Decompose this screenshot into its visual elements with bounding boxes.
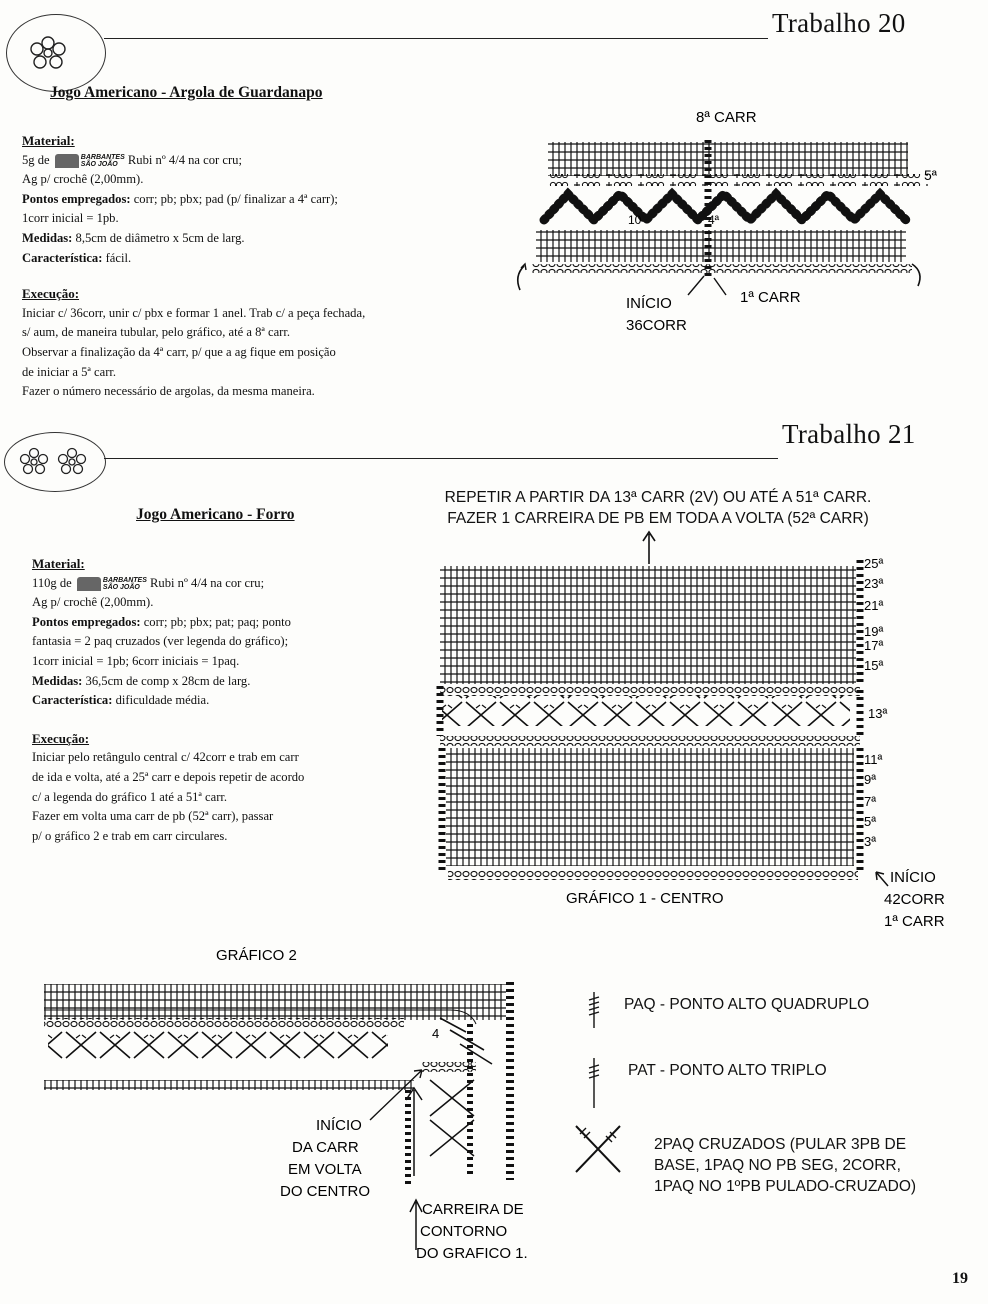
header-title-21: Trabalho 21 — [782, 419, 916, 449]
row-label: 19ª — [864, 624, 884, 639]
graph2-contour-3: DO GRAFICO 1. — [416, 1245, 528, 1262]
diagram20-row1-label: 1ª CARR — [740, 289, 801, 306]
graph2-caption: GRÁFICO 2 — [216, 947, 297, 964]
exec-line: s/ aum, de maneira tubular, pelo gráfico, até a 8ª carr. — [22, 325, 291, 340]
material-label: Material: — [32, 556, 85, 571]
exec-line: Iniciar pelo retângulo central c/ 42corr e trab em carr — [32, 750, 299, 765]
graph2-contour-2: CONTORNO — [420, 1223, 508, 1240]
header-rule-21 — [104, 458, 778, 459]
row-label: 17ª — [864, 638, 884, 653]
graph2-start-2: DA CARR — [292, 1139, 359, 1156]
material-needle: Ag p/ crochê (2,00mm). — [22, 172, 144, 187]
flower-icon — [28, 36, 68, 70]
brand-logo-text: BARBANTES SÃO JOÃO — [80, 153, 125, 168]
row-label: 21ª — [864, 598, 884, 613]
material-amount: 5g de — [22, 152, 50, 167]
material-line — [22, 151, 502, 171]
exec-line: c/ a legenda do gráfico 1 até a 51ª carr. — [32, 789, 228, 804]
exec-line: de iniciar a 5ª carr. — [22, 364, 117, 379]
exec-label: Execução: — [22, 286, 80, 302]
material-needle: Ag p/ crochê (2,00mm). — [32, 595, 154, 610]
brand-logo-icon — [77, 577, 101, 591]
row-label: 23ª — [864, 576, 884, 591]
header-rule-20 — [104, 38, 768, 39]
row-label: 11ª — [864, 752, 883, 767]
brand-logo-icon — [55, 154, 79, 168]
exec-line: Fazer em volta uma carr de pb (52ª carr), passar — [32, 809, 274, 824]
pat-symbol-icon — [586, 1058, 602, 1108]
points-line-2: fantasia = 2 paq cruzados (ver legenda do gráfico); — [32, 634, 289, 649]
row-label: 9ª — [864, 772, 877, 787]
header-title-20: Trabalho 20 — [772, 8, 906, 38]
exec-line: Fazer o número necessário de argolas, da mesma maneira. — [22, 384, 315, 399]
work20-title: Jogo Americano - Argola de Guardanapo — [50, 84, 323, 101]
material-yarn: Rubi nº 4/4 na cor cru; — [150, 575, 265, 590]
material-yarn: Rubi nº 4/4 na cor cru; — [127, 152, 242, 167]
exec-line: Observar a finalização da 4ª carr, p/ que a ag fique em posição — [22, 344, 336, 359]
work20-diagram — [508, 100, 978, 340]
exec-line: de ida e volta, até a 25ª carr e depois repetir de acordo — [32, 769, 305, 784]
paq-symbol-icon — [586, 992, 602, 1028]
legend-crossed — [654, 1134, 916, 1197]
exec-line: Iniciar c/ 36corr, unir c/ pbx e formar 1 anel. Trab c/ a peça fechada, — [22, 305, 366, 320]
graph1-start-2: 42CORR — [884, 891, 945, 908]
exec-line: p/ o gráfico 2 e trab em carr circulares. — [32, 828, 228, 843]
flowers-icon — [18, 447, 98, 477]
graph1-diagram — [430, 550, 970, 940]
graph2-start-1: INÍCIO — [316, 1117, 362, 1134]
brand-logo-text: BARBANTES SÃO JOÃO — [102, 576, 147, 591]
diagram20-start-label: INÍCIO — [626, 295, 672, 312]
graph1-caption: GRÁFICO 1 - CENTRO — [566, 890, 724, 907]
graph2-start-3: EM VOLTA — [288, 1161, 362, 1178]
material-line — [32, 574, 452, 594]
measures-line: Medidas: 36,5cm de comp x 28cm de larg. — [32, 673, 251, 688]
diagram20-start-sub: 36CORR — [626, 317, 687, 334]
points-line: Pontos empregados: corr; pb; pbx; pad (p/ finalizar a 4ª carr); — [22, 191, 338, 206]
row-label: 7ª — [864, 794, 877, 809]
row-label: 13ª — [868, 706, 888, 721]
legend-paq: PAQ - PONTO ALTO QUADRUPLO — [624, 996, 870, 1013]
legend-pat: PAT - PONTO ALTO TRIPLO — [628, 1062, 827, 1079]
exec-label: Execução: — [32, 730, 90, 746]
measures-line: Medidas: 8,5cm de diâmetro x 5cm de larg. — [22, 230, 245, 245]
graph2-num: 4 — [432, 1026, 440, 1041]
graph2-start-4: DO CENTRO — [280, 1183, 370, 1200]
page-number: 19 — [952, 1270, 968, 1287]
work20-body — [22, 131, 502, 402]
initial-line: 1corr inicial = 1pb. — [22, 211, 119, 226]
initial-line: 1corr inicial = 1pb; 6corr iniciais = 1paq. — [32, 653, 240, 668]
diagram20-right-label: 5ª — [924, 167, 937, 183]
graph2-contour-1: CARREIRA DE — [422, 1201, 524, 1218]
repeat-note-line-2: FAZER 1 CARREIRA DE PB EM TODA A VOLTA (52ª CARR) — [447, 510, 869, 527]
row-label: 25ª — [864, 556, 884, 571]
feature-line: Característica: fácil. — [22, 250, 132, 265]
work21-title: Jogo Americano - Forro — [136, 506, 295, 523]
legend-crossed-line: BASE, 1PAQ NO PB SEG, 2CORR, — [654, 1157, 901, 1174]
row-label: 15ª — [864, 658, 884, 673]
graph2-diagram — [30, 940, 550, 1270]
diagram20-num-4: 4ª — [708, 213, 720, 227]
repeat-note — [398, 487, 918, 529]
points-line: Pontos empregados: corr; pb; pbx; pat; paq; ponto — [32, 614, 291, 629]
graph1-row-labels — [864, 556, 887, 849]
graph1-start-1: INÍCIO — [890, 869, 936, 886]
row-label: 5ª — [864, 814, 877, 829]
diagram20-num-10: 10 — [628, 213, 642, 227]
repeat-note-line-1: REPETIR A PARTIR DA 13ª CARR (2V) OU ATÉ A 51ª CARR. — [444, 489, 872, 506]
graph1-start-3: 1ª CARR — [884, 913, 945, 930]
diagram20-top-label: 8ª CARR — [696, 109, 757, 126]
feature-line: Característica: dificuldade média. — [32, 693, 210, 708]
material-amount: 110g de — [32, 575, 72, 590]
crossed-symbol-icon — [570, 1120, 626, 1176]
legend-crossed-line: 2PAQ CRUZADOS (PULAR 3PB DE — [654, 1136, 907, 1153]
row-label: 3ª — [864, 834, 877, 849]
legend-crossed-line: 1PAQ NO 1ºPB PULADO-CRUZADO) — [654, 1178, 917, 1195]
material-label: Material: — [22, 133, 75, 148]
work21-body — [32, 554, 452, 846]
